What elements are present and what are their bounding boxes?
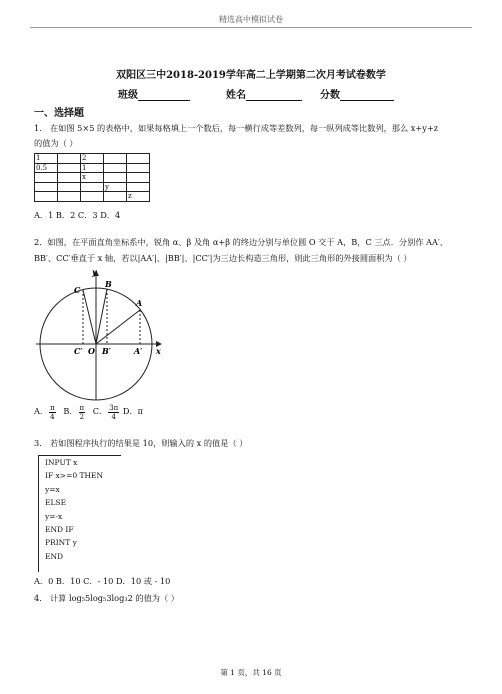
table-cell bbox=[127, 173, 150, 183]
table-cell bbox=[127, 154, 150, 164]
code-line: y=-x bbox=[45, 511, 63, 521]
table-cell: 0.5 bbox=[35, 163, 58, 173]
table-cell bbox=[58, 154, 81, 164]
label-y: y bbox=[92, 267, 97, 277]
table-cell bbox=[58, 163, 81, 173]
table-row bbox=[35, 163, 150, 173]
class-blank bbox=[138, 90, 190, 101]
code-line: END bbox=[45, 551, 64, 561]
label-c: C bbox=[74, 285, 81, 295]
code-line: IF x>=0 THEN bbox=[45, 471, 104, 481]
table-cell: 1 bbox=[35, 154, 58, 164]
table-cell: 2 bbox=[81, 154, 104, 164]
fraction-den: 4 bbox=[111, 412, 116, 421]
name-field bbox=[226, 86, 302, 101]
table-cell bbox=[58, 173, 81, 183]
table-cell bbox=[35, 173, 58, 183]
table-cell bbox=[58, 182, 81, 192]
label-a: A bbox=[136, 298, 143, 308]
q4-line: 4． 计算 log₅5log₅3log₃2 的值为（ ） bbox=[34, 593, 179, 603]
table-cell bbox=[81, 192, 104, 202]
table-row bbox=[35, 192, 150, 202]
label-b: B bbox=[105, 279, 112, 289]
table-cell bbox=[104, 192, 127, 202]
class-label: 班级 bbox=[118, 90, 138, 101]
q2-option-d: D．π bbox=[122, 406, 144, 416]
score-field bbox=[320, 86, 394, 101]
code-line: y=x bbox=[45, 484, 60, 494]
fraction-den: 4 bbox=[50, 412, 55, 421]
label-b-prime: B′ bbox=[102, 346, 111, 356]
code-line: END IF bbox=[45, 525, 74, 535]
name-label: 姓名 bbox=[226, 90, 246, 101]
label-o: O bbox=[88, 346, 95, 356]
exam-title: 双阳区三中2018-2019学年高二上学期第二次月考试卷数学 bbox=[116, 70, 386, 81]
code-line: PRINT y bbox=[45, 538, 77, 548]
fraction-num: 3π bbox=[109, 403, 119, 412]
score-label: 分数 bbox=[320, 90, 340, 101]
label-x: x bbox=[156, 346, 161, 356]
ray-oc bbox=[83, 290, 96, 344]
class-field bbox=[118, 86, 190, 101]
table-cell bbox=[127, 182, 150, 192]
table-row bbox=[35, 182, 150, 192]
q2-option-c-label: C． bbox=[92, 406, 108, 416]
page-header: 精选高中模拟试卷 bbox=[219, 15, 283, 24]
table-cell: x bbox=[81, 173, 104, 183]
q3-line1: 3． 若如图程序执行的结果是 10，则输入的 x 的值是（ ） bbox=[34, 438, 248, 448]
q2-option-a-label: A． bbox=[34, 406, 49, 416]
table-cell bbox=[104, 173, 127, 183]
q2-line1: 2．如图，在平面直角坐标系中，锐角 α、β 及角 α+β 的终边分别与单位圆 O 交于 A，B，C 三点．分别作 AA′、 bbox=[34, 237, 448, 247]
ray-ob bbox=[96, 289, 107, 344]
fraction-num: π bbox=[79, 403, 85, 412]
table-cell bbox=[104, 163, 127, 173]
page-footer: 第 1 页，共 16 页 bbox=[220, 668, 282, 677]
q1-line2: 的值为（ ） bbox=[34, 138, 78, 148]
label-c-prime: C′ bbox=[74, 346, 83, 356]
code-line: INPUT x bbox=[45, 458, 78, 467]
unit-circle-figure bbox=[34, 262, 174, 402]
score-blank bbox=[340, 90, 394, 101]
table-row bbox=[35, 154, 150, 164]
table-cell bbox=[35, 182, 58, 192]
name-blank bbox=[246, 90, 302, 101]
section-heading: 一、选择题 bbox=[34, 108, 84, 119]
table-cell bbox=[35, 192, 58, 202]
q2-option-b-label: B． bbox=[63, 406, 78, 416]
q1-grid-table bbox=[34, 153, 150, 202]
table-row bbox=[35, 173, 150, 183]
q2-options bbox=[34, 402, 143, 421]
table-cell bbox=[127, 163, 150, 173]
table-cell bbox=[104, 154, 127, 164]
table-cell bbox=[81, 182, 104, 192]
code-line: ELSE bbox=[45, 498, 67, 508]
q3-options: A．0 B．10 C．- 10 D．10 或 - 10 bbox=[34, 576, 171, 586]
program-box bbox=[38, 455, 121, 572]
table-cell: 1 bbox=[81, 163, 104, 173]
fraction-pi-4 bbox=[49, 404, 56, 421]
q1-options: A．1 B．2 C．3 D．4 bbox=[34, 210, 121, 220]
q2-line2: BB′、CC′垂直于 x 轴，若以|AA′|、|BB′|、|CC′|为三边长构造三角形，则此三角形的外接圆面积为（ ） bbox=[34, 253, 412, 263]
q1-line1: 1． 在如图 5×5 的表格中，如果每格填上一个数后，每一横行成等差数列，每一纵列成等比数列，那么 x+y+z bbox=[34, 123, 439, 133]
fraction-den: 2 bbox=[79, 412, 85, 421]
table-cell bbox=[58, 192, 81, 202]
table-cell: y bbox=[104, 182, 127, 192]
fraction-3pi-4 bbox=[108, 404, 119, 421]
fraction-num: π bbox=[50, 403, 55, 412]
ray-oa bbox=[96, 310, 140, 344]
fraction-pi-2 bbox=[79, 404, 86, 421]
label-a-prime: A′ bbox=[134, 346, 143, 356]
header-divider bbox=[30, 27, 472, 28]
table-cell: z bbox=[127, 192, 150, 202]
